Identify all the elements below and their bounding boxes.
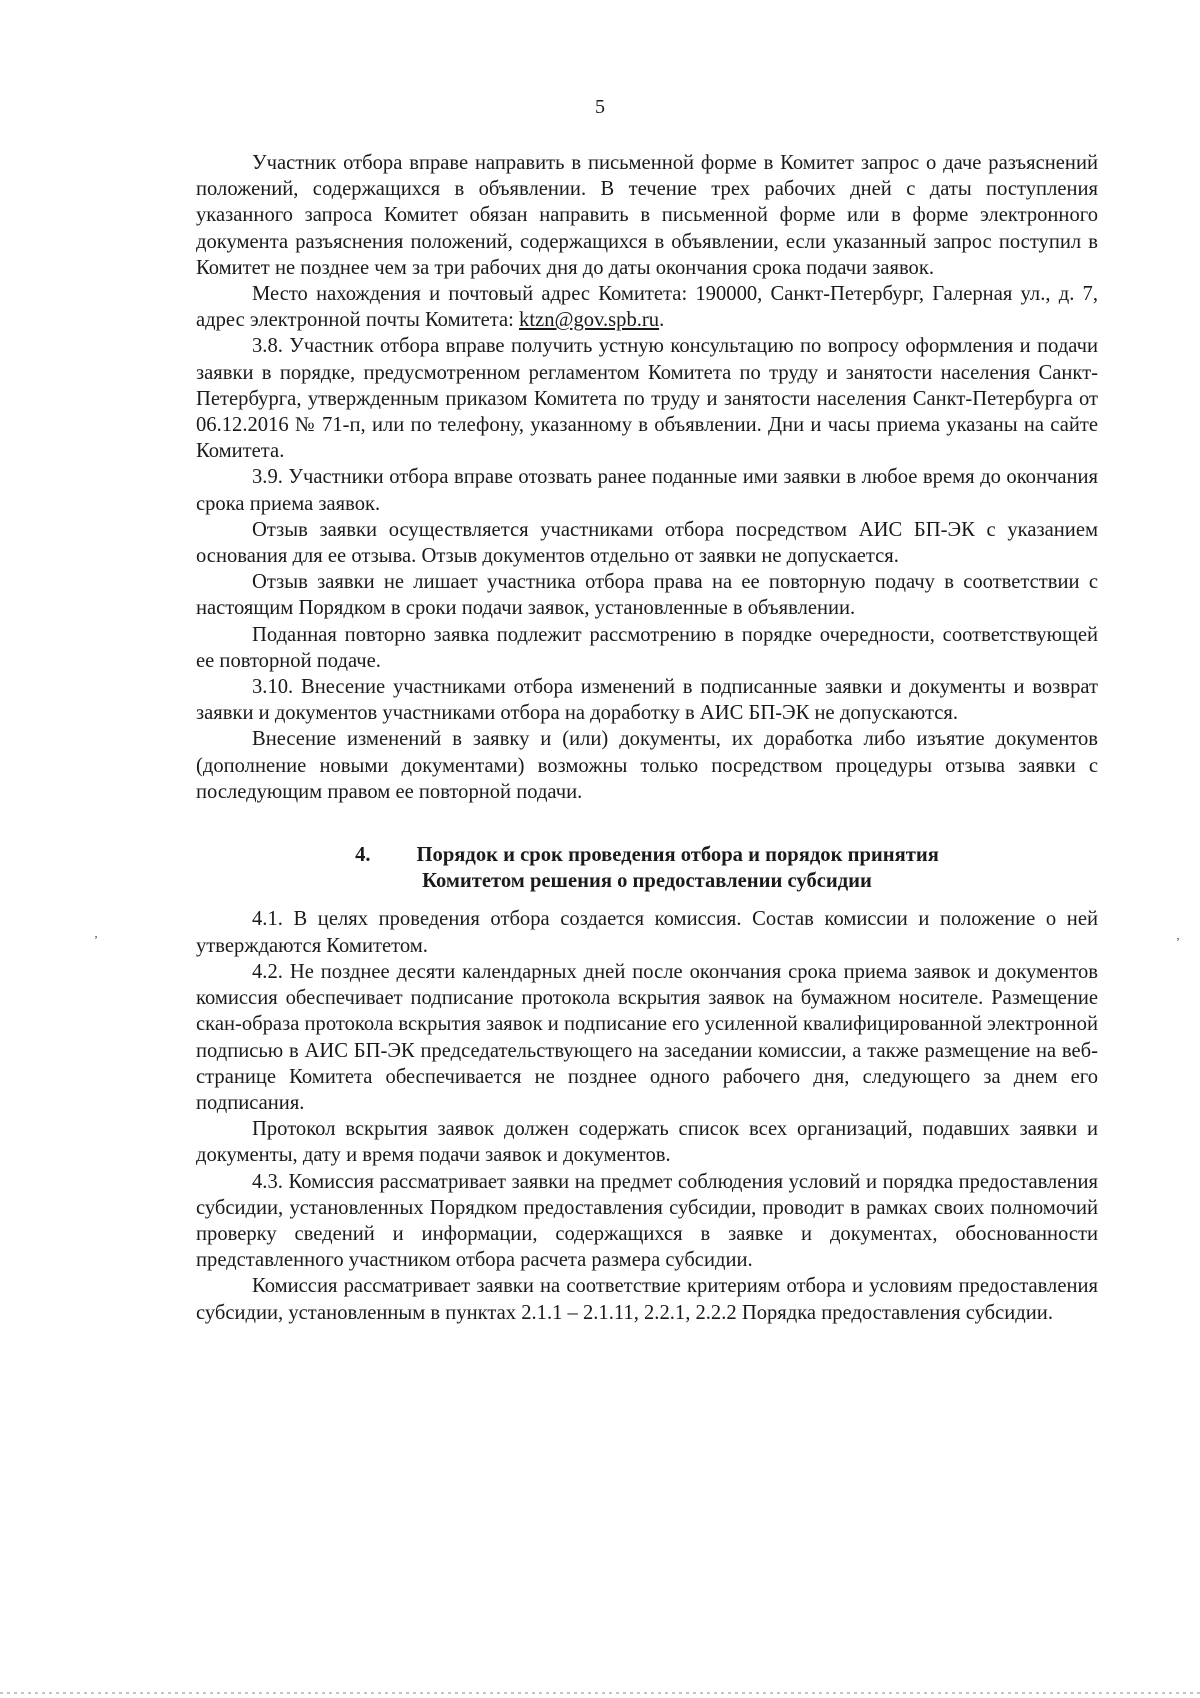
section-heading — [196, 805, 1098, 906]
paragraph-queue-order: Поданная повторно заявка подлежит рассмотрению в порядке очередности, соответствующей ее повторной подаче. — [196, 623, 1098, 672]
paragraph-resubmission: Отзыв заявки не лишает участника отбора права на ее повторную подачу в соответствии с настоящим Порядком в сроки подачи заявок, установленные в объявлении. — [196, 571, 1098, 620]
paragraph-protocol: Протокол вскрытия заявок должен содержать список всех организаций, подавших заявки и документы, дату и время подачи заявок и документов. — [196, 1118, 1098, 1167]
paragraph-3-10: 3.10. Внесение участниками отбора изменений в подписанные заявки и документы и возврат заявки и документов участниками отбора на доработку в АИС БП-ЭК не допускаются. — [196, 676, 1098, 725]
scan-artifact-line — [0, 1692, 1200, 1694]
paragraph-3-8: 3.8. Участник отбора вправе получить устную консультацию по вопросу оформления и подачи заявки в порядке, предусмотренном регламентом Комитета по труду и занятости населения Санкт-Петербурга, утвержденным приказом Комитета по труду и занятости населения Санкт-Петербурга от 06.12.2016 № 71-п, или по телефону, указанному в объявлении. Дни и часы приема указаны на сайте Комитета. — [196, 335, 1098, 463]
email-link[interactable]: ktzn@gov.spb.ru — [519, 309, 660, 332]
paragraph-3-9: 3.9. Участники отбора вправе отозвать ранее поданные ими заявки в любое время до окончания срока приема заявок. — [196, 466, 1098, 515]
section-number: 4. — [355, 844, 371, 867]
paragraph-address — [196, 281, 1098, 333]
section-title-line1: Порядок и срок проведения отбора и порядок принятия — [416, 844, 939, 867]
paragraph-changes: Внесение изменений в заявку и (или) документы, их доработка либо изъятие документов (дополнение новыми документами) возможны только посредством процедуры отзыва заявки с последующим правом ее повторной подачи. — [196, 728, 1098, 803]
paragraph-4-2: 4.2. Не позднее десяти календарных дней после окончания срока приема заявок и документов комиссия обеспечивает подписание протокола вскрытия заявок на бумажном носителе. Размещение скан-образа протокола вскрытия заявок и подписание его усиленной квалифицированной электронной подписью в АИС БП-ЭК председательствующего на заседании комиссии, а также размещение на веб-странице Комитета обеспечивается не позднее одного рабочего дня, следующего за днем его подписания. — [196, 960, 1098, 1114]
paragraph-criteria: Комиссия рассматривает заявки на соответствие критериям отбора и условиям предоставления субсидии, установленным в пунктах 2.1.1 – 2.1.11, 2.2.1, 2.2.2 Порядка предоставления субсидии. — [196, 1275, 1098, 1324]
page-number: 5 — [595, 96, 605, 118]
paragraph-clarification-request: Участник отбора вправе направить в письменной форме в Комитет запрос о даче разъяснений положений, содержащихся в объявлении. В течение трех рабочих дней с даты поступления указанного запроса Комитет обязан направить в письменной форме или в форме электронного документа разъяснения положений, содержащихся в объявлении, если указанный запрос поступил в Комитет не позднее чем за три рабочих дня до даты окончания срока подачи заявок. — [196, 152, 1098, 279]
scan-speck-left: ‚ — [94, 926, 98, 940]
section-title-line2: Комитетом решения о предоставлении субсидии — [422, 870, 872, 893]
address-text: Место нахождения и почтовый адрес Комитета: 190000, Санкт-Петербург, Галерная ул., д. 7, адрес электронной почты Комитета: — [196, 283, 1098, 332]
scan-speck-right: ‚ — [1176, 928, 1180, 942]
paragraph-withdrawal: Отзыв заявки осуществляется участниками отбора посредством АИС БП-ЭК с указанием основания для ее отзыва. Отзыв документов отдельно от заявки не допускается. — [196, 518, 1098, 568]
document-body — [196, 150, 1098, 1326]
paragraph-4-1: 4.1. В целях проведения отбора создается комиссия. Состав комиссии и положение о ней утверждаются Комитетом. — [196, 908, 1098, 957]
address-end: . — [659, 309, 665, 332]
paragraph-4-3: 4.3. Комиссия рассматривает заявки на предмет соблюдения условий и порядка предоставления субсидии, установленных Порядком предоставления субсидии, проводит в рамках своих полномочий проверку сведений и информации, содержащихся в заявке и документах, обоснованности представленного участником отбора расчета размера субсидии. — [196, 1170, 1098, 1272]
